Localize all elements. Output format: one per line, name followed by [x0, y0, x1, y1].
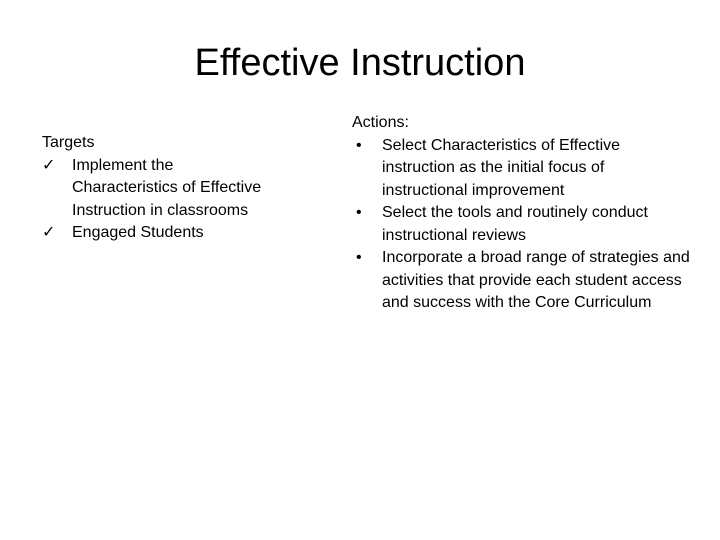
list-item: • Select Characteristics of Effective instruction as the initial focus of instructional improvement [356, 136, 621, 199]
list-item: • Select the tools and routinely conduct instructional reviews [356, 204, 648, 244]
actions-section [352, 112, 692, 315]
bullet-icon: • [356, 249, 362, 266]
list-item: ✓ Implement the Characteristics of Effective Instruction in classrooms [42, 156, 262, 219]
actions-heading: Actions: [352, 114, 409, 131]
bullet-icon: • [356, 136, 362, 154]
targets-section [42, 132, 282, 245]
bullet-icon: • [356, 204, 362, 221]
list-item: ✓ Engaged Students [42, 222, 282, 245]
slide-title: Effective Instruction [194, 42, 526, 84]
list-item: • Incorporate a broad range of strategies and activities that provide each student access and success with the Core Curriculum [356, 249, 690, 311]
targets-heading: Targets [42, 134, 95, 151]
checkmark-icon: ✓ [42, 224, 56, 241]
checkmark-icon: ✓ [42, 156, 56, 174]
